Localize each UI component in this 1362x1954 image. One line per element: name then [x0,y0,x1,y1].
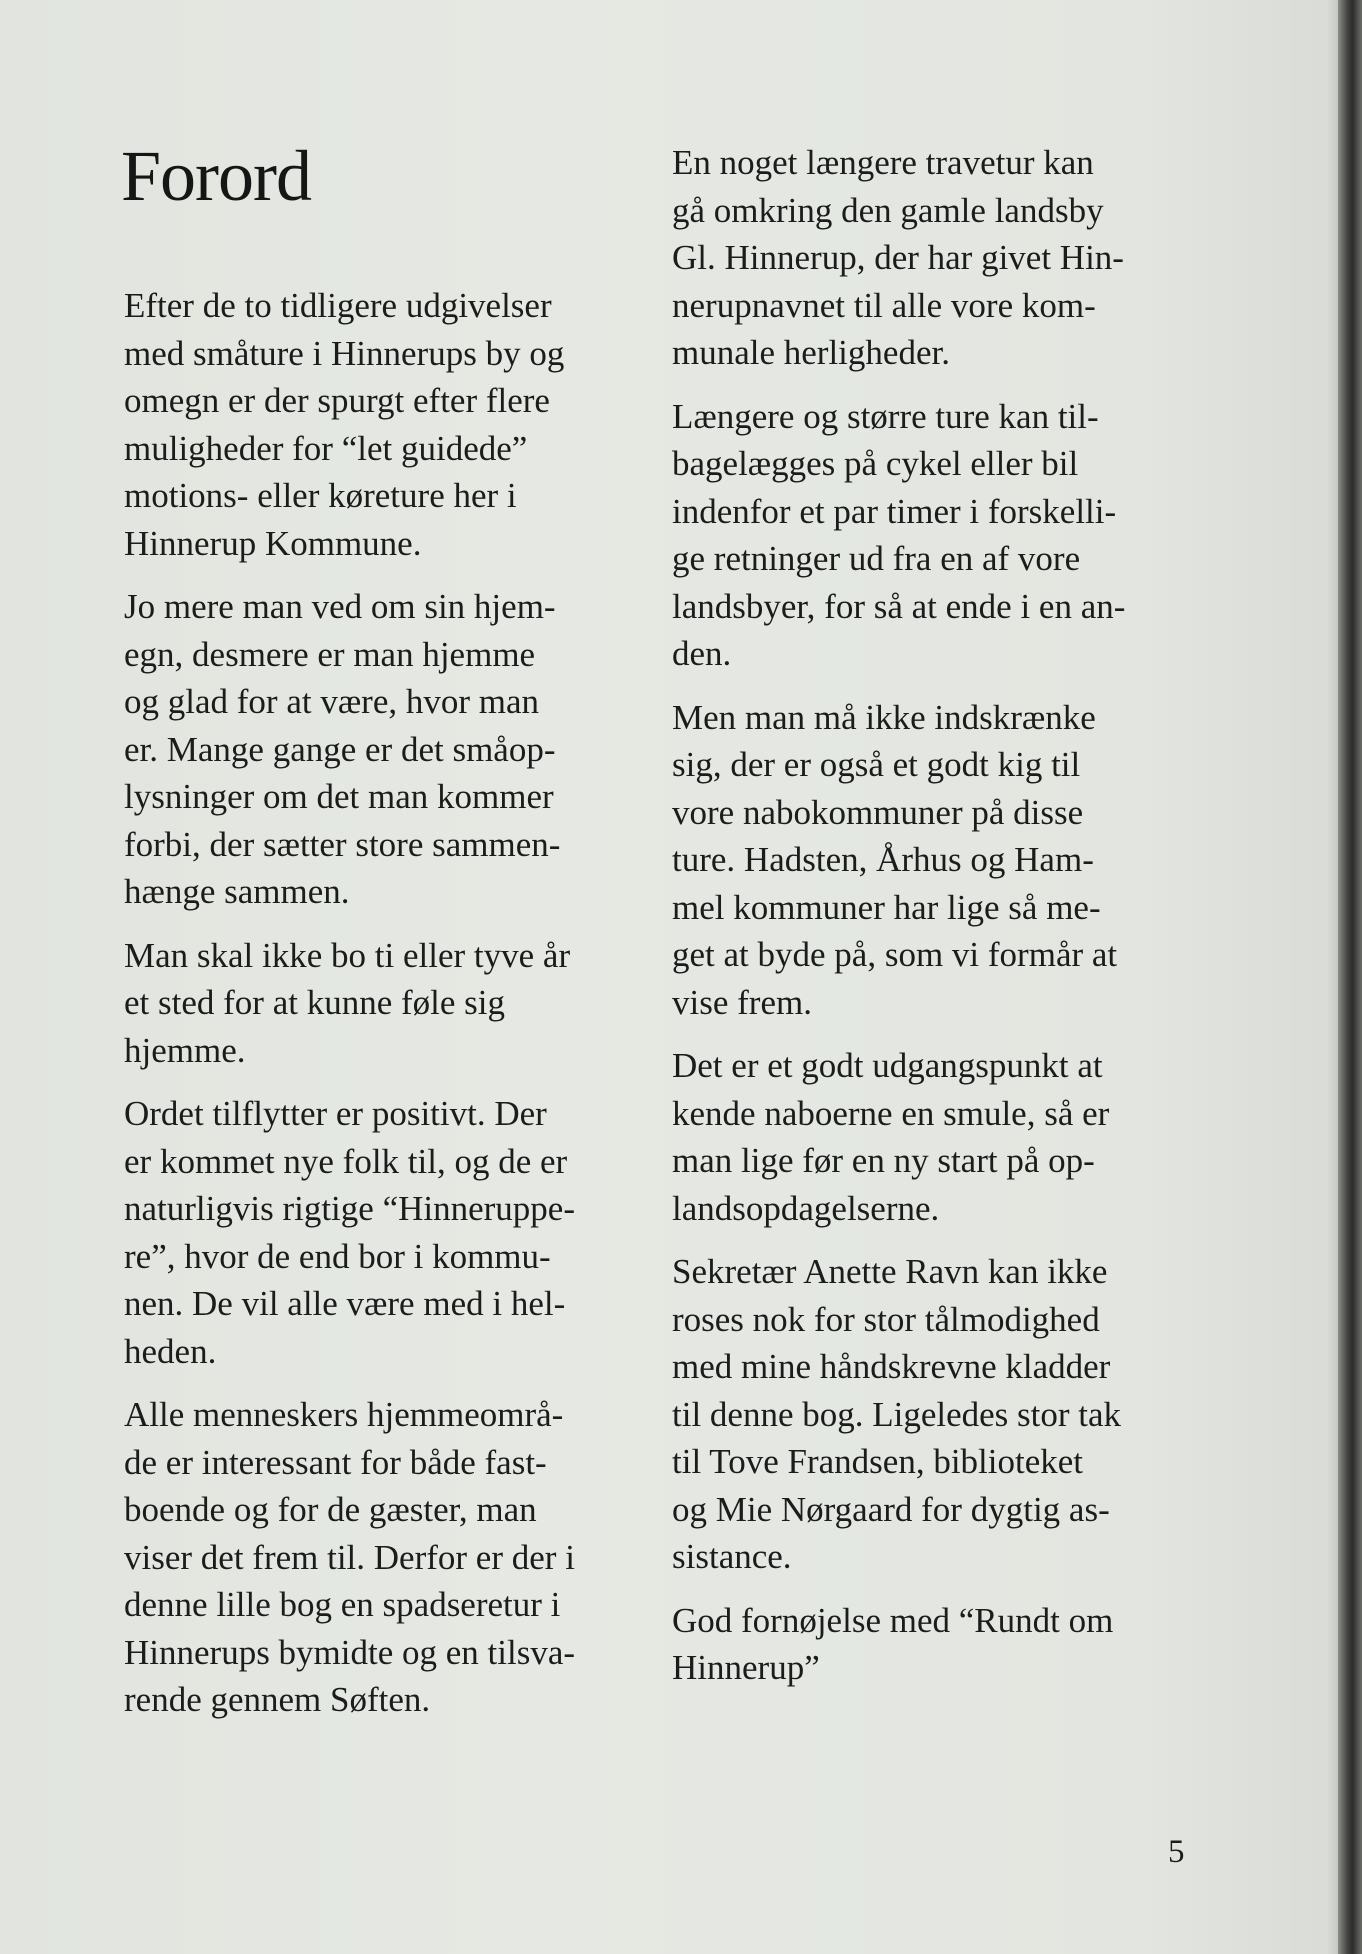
paragraph: Alle menneskers hjemmeområ- de er interessant for både fast- boende og for de gæster, man viser det frem til. Derfor er der i denne lille bog en spadseretur i Hinnerups bymidte og en tilsva- rende gennem Søften. [124,1395,576,1719]
paragraph: Efter de to tidligere udgivelser med småture i Hinnerups by og omegn er der spurgt efter flere muligheder for “let guidede” motions- eller køreture her i Hinnerup Kommune. [124,286,565,563]
page-edge-shadow [1328,0,1338,1954]
paragraph: Sekretær Anette Ravn kan ikke roses nok for stor tålmodighed med mine håndskrevne kladder til denne bog. Ligeledes stor tak til Tove Frandsen, biblioteket og Mie Nørgaard for dygtig as- sistance. [672,1252,1122,1576]
paragraph: Man skal ikke bo ti eller tyve år et sted for at kunne føle sig hjemme. [124,935,571,1070]
paragraph: Det er et godt udgangspunkt at kende naboerne en smule, så er man lige før en ny start på op- landsopdagelserne. [672,1046,1110,1228]
paragraph: God fornøjelse med “Rundt om Hinnerup” [672,1600,1114,1687]
page-title: Forord [121,136,311,216]
paragraph: En noget længere travetur kan gå omkring den gamle landsby Gl. Hinnerup, der har givet Hin- nerupnavnet til alle vore kom- munale herligheder. [672,143,1124,372]
paragraph: Jo mere man ved om sin hjem- egn, desmere er man hjemme og glad for at være, hvor man er. Mange gange er det småop- lysninger om det man kommer forbi, der sætter store sammen- hænge sammen. [124,587,561,911]
paragraph: Længere og større ture kan til- bagelægges på cykel eller bil indenfor et par timer i forskelli- ge retninger ud fra en af vore landsbyer, for så at ende i en an- den. [672,396,1126,673]
right-column [672,139,1212,1708]
left-column [124,282,664,1740]
page-number: 5 [1168,1834,1185,1870]
book-binding-edge [1338,0,1362,1954]
paragraph: Men man må ikke indskrænke sig, der er også et godt kig til vore nabokommuner på disse ture. Hadsten, Århus og Ham- mel kommuner har lige så me- get at byde på, som vi formår at vise frem. [672,697,1118,1022]
paragraph: Ordet tilflytter er positivt. Der er kommet nye folk til, og de er naturligvis rigtige “Hinneruppe- re”, hvor de end bor i kommu- nen. De vil alle være med i hel- heden. [124,1094,575,1371]
